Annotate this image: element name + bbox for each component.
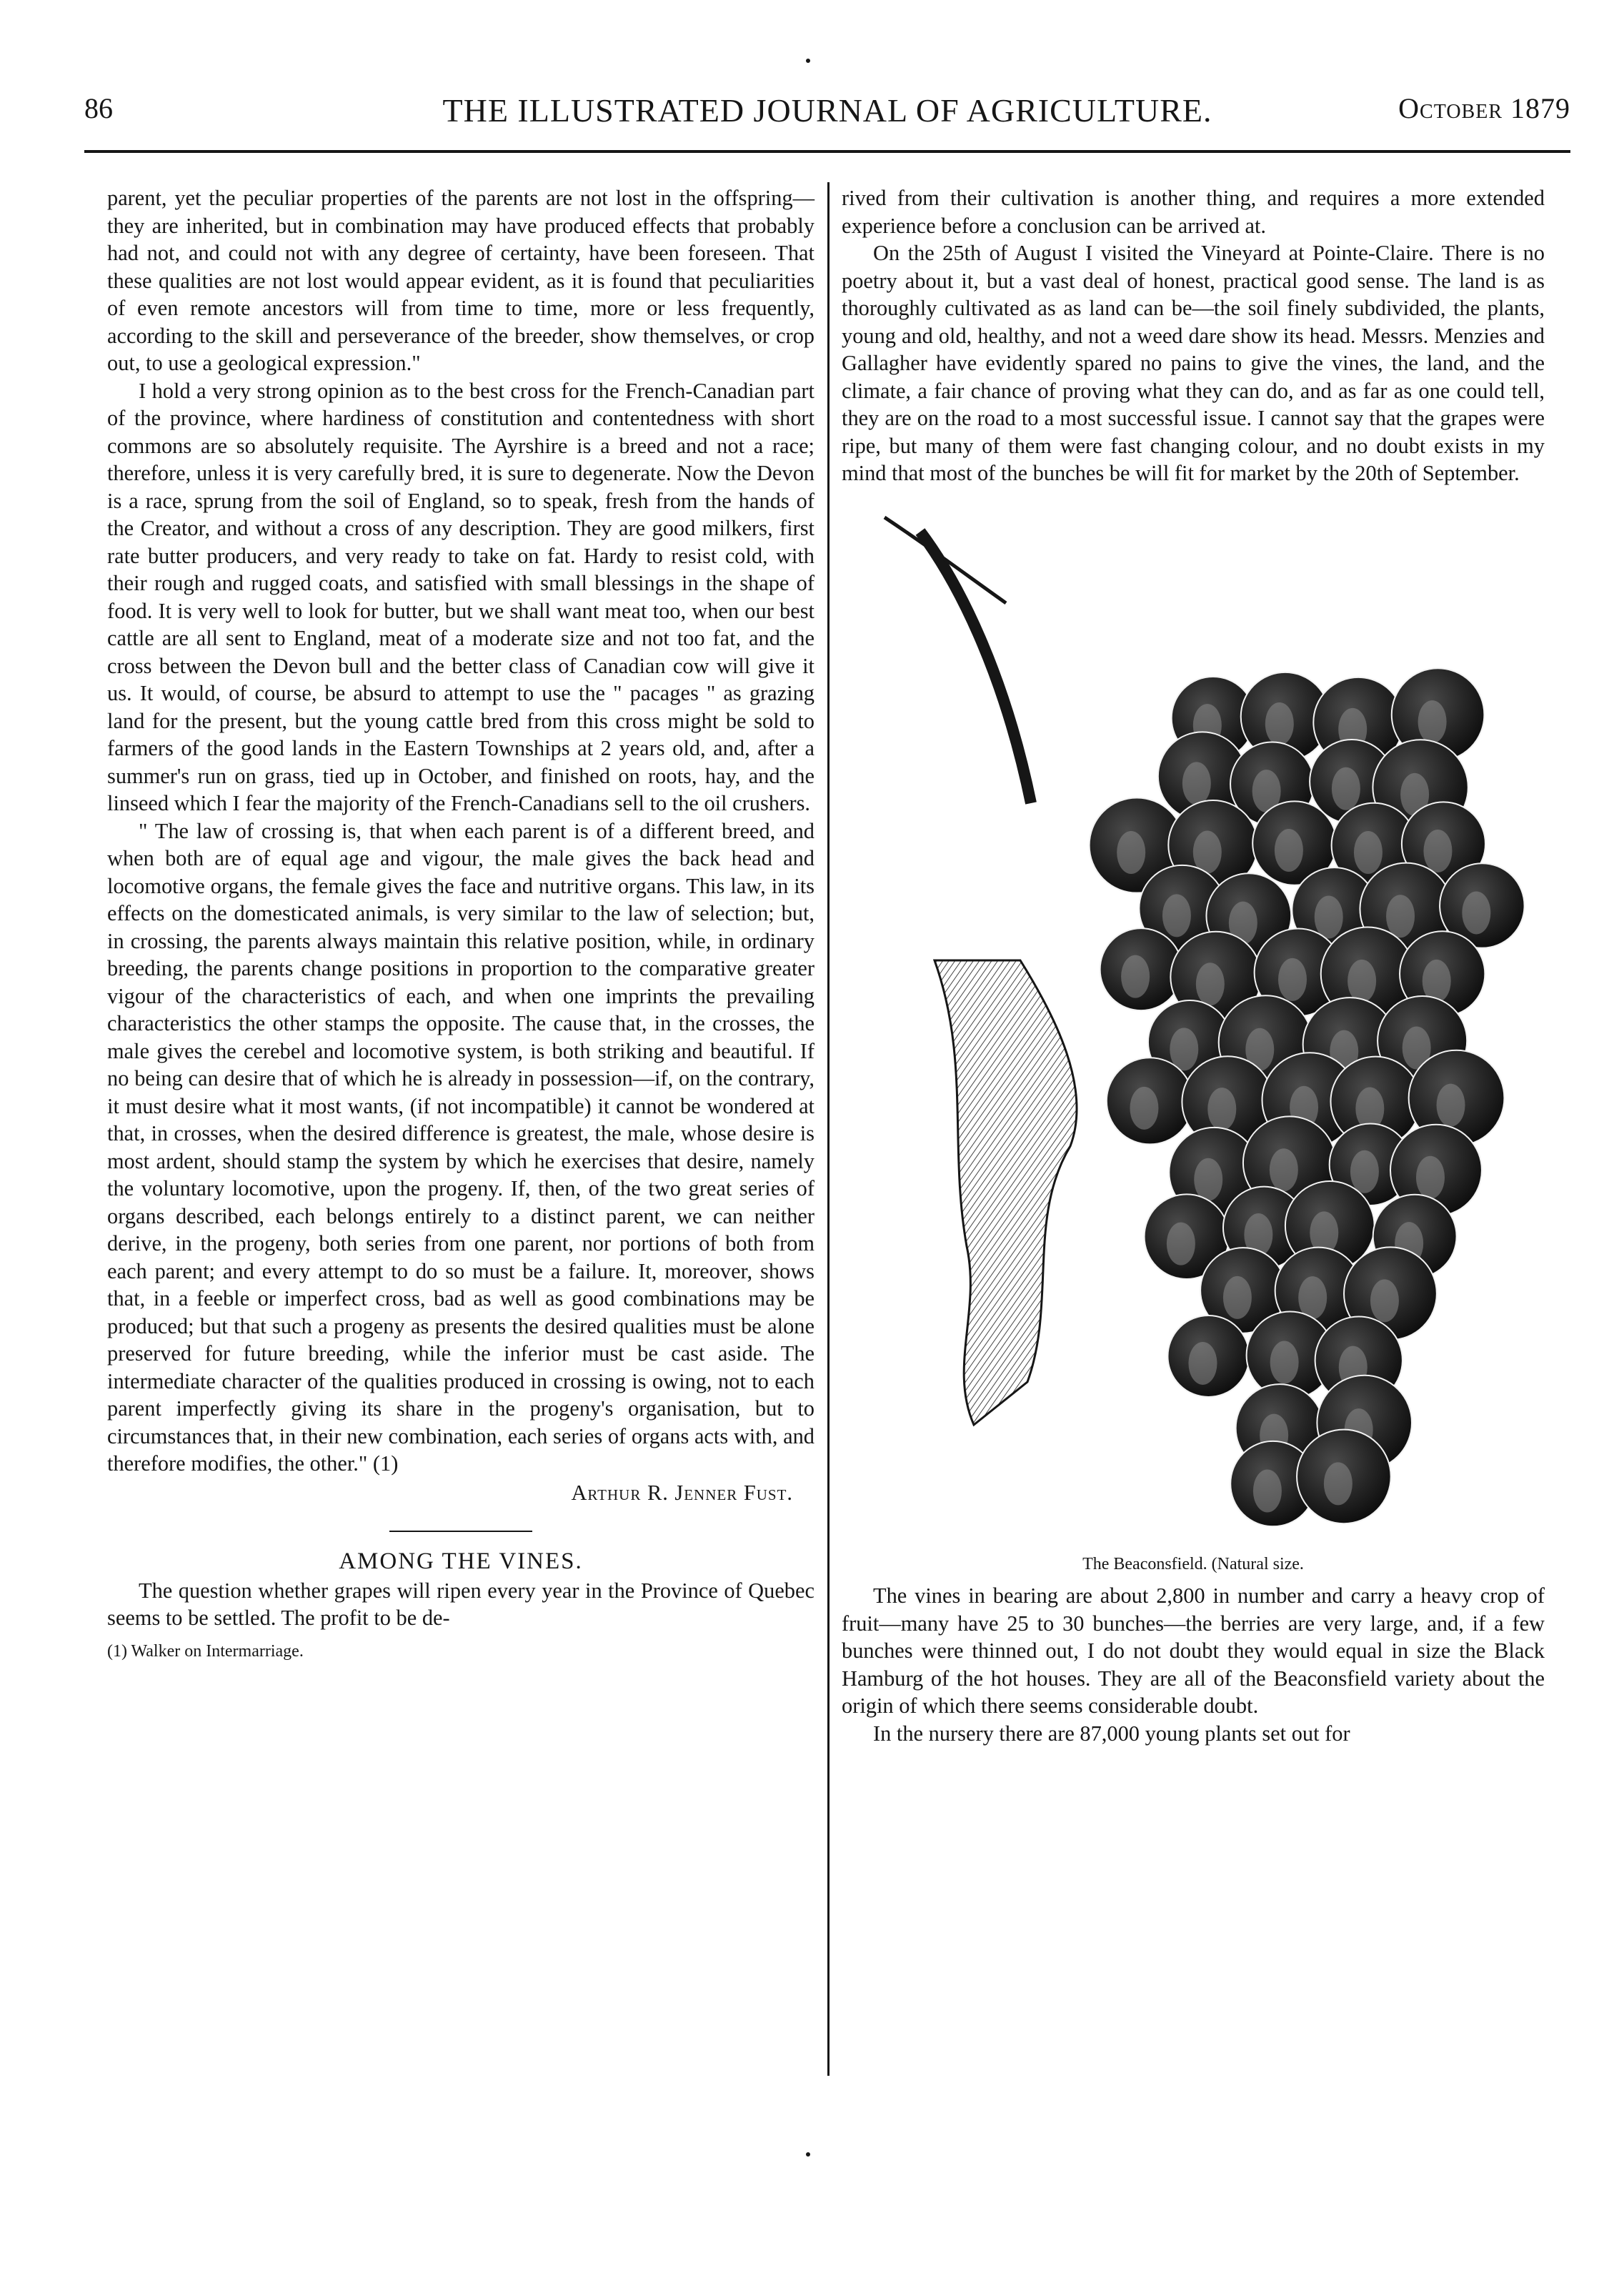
berry-highlight <box>1182 762 1211 805</box>
berry-highlight <box>1278 958 1307 1000</box>
berry-highlight <box>1265 702 1294 745</box>
page-number: 86 <box>84 92 113 124</box>
berry-highlight <box>1354 831 1383 874</box>
journal-title: THE ILLUSTRATED JOURNAL OF AGRICULTURE. <box>442 92 1212 129</box>
paragraph: The vines in bearing are about 2,800 in number and carry a heavy crop of fruit—many have 25 to 30 bunches—the berries are very large, and, if a few bunches were thinned out, I do not doubt they would equal in size the Black Hamburg of the hot houses. They are all of the Beaconsfield variety about the origin of which there seems considerable doubt. <box>842 1583 1545 1718</box>
berry-highlight <box>1347 959 1376 1002</box>
berry-highlight <box>1437 1083 1465 1126</box>
berry-highlight <box>1162 894 1191 937</box>
paragraph: parent, yet the peculiar properties of the parents are not lost in the offspring—they are inherited, but in combination may have produced effects that probably had not, and could not with any degree of certainty, have been foreseen. That these qualities are not lost would appear evident, as it is found that peculiarities of even remote ancestors will from time to time, more or less frequently, according to the skill and perseverance of the breeder, show themselves, or crop out, to use a geological expression." <box>107 186 815 375</box>
berry-highlight <box>1275 829 1303 872</box>
header-rule <box>84 150 1570 153</box>
paragraph: " The law of crossing is, that when each parent is of a different breed, and when both are of equal age and vigour, the male gives the back head and locomotive organs, the female gives the face and nutritive organs. This law, in its effects on the domesticated animals, is very similar to the law of selection; but, in crossing, the parents always maintain this relative position, while, in ordinary breeding, the parents change positions in proportion to the comparative greater vigour of the characteristics of each, and when one imprints the prevailing characteristics the other stamps the opposite. The cause that, in the crosses, the male gives the cerebel and locomotive system, is both striking and beautiful. If no being can desire that of which he is already in possession—if, on the contrary, it must desire what it most wants, (if not incompatible) it cannot be wondered at that, in crosses, when the desired difference is greatest, the male, whose desire is most ardent, should stamp the system by which he exercises that desire, namely the voluntary locomotive, upon the progeny. If, then, of the two great series of organs described, each belongs entirely to a distinct parent, we can neither derive, in the progeny, both series from one parent, nor portions of both from each parent; and every attempt to do so must be a failure. It, moreover, shows that, in a feeble or imperfect cross, bad as well as good combinations may be produced; but that such a progeny as presents the desired qualities must be alone preserved for future breeding, while the inferior must be cast aside. The intermediate character of the qualities produced in crossing is owing, not to each parent imperfectly giving its share in the progeny's organisation, but to circumstances that, in their new combination, each series of organs acts with, and therefore modifies, the other." (1) <box>107 818 815 1476</box>
column-rule <box>827 182 830 2076</box>
footnote: (1) Walker on Intermarriage. <box>107 1641 304 1661</box>
berry-highlight <box>1207 1088 1236 1130</box>
berry-highlight <box>1121 955 1150 998</box>
berry-highlight <box>1332 767 1360 810</box>
right-column <box>842 184 1545 1747</box>
grape-illustration <box>842 503 1545 1546</box>
berry-highlight <box>1416 1155 1445 1198</box>
berry-highlight <box>1324 1462 1352 1505</box>
paragraph: rived from their cultivation is another thing, and requires a more extended experience before a conclusion can be arrived at. <box>842 186 1545 238</box>
paragraph: I hold a very strong opinion as to the best cross for the French-Canadian part of the province, where hardiness of constitution and contentedness with short commons are so absolutely requisite. The Ayrshire is a breed and not a race; therefore, unless it is very carefully bred, it is sure to degenerate. Now the Devon is a race, sprung from the soil of England, so to speak, fresh from the hands of the Creator, and without a cross of any description. They are good milkers, first rate butter producers, and very ready to take on fat. Hardy to resist cold, with their rough and rugged coats, and satisfied with small blessings in the shape of food. It is very well to look for butter, but we shall want meat too, when our best cattle are all sent to England, meat of a moderate size and not too fat, and the cross between the Devon bull and the better class of Canadian cow will give it us. It would, of course, be absurd to attempt to use the " pacages " as grazing land for the present, but the young cattle bred from this cross might be sold to farmers of the good lands in the Eastern Townships at 2 years old, and, after a summer's run on grass, tied up in October, and finished on roots, hay, and the linseed which I fear the majority of the French-Canadians sell to the oil crushers. <box>107 378 815 815</box>
berry-highlight <box>1370 1279 1399 1322</box>
top-mark <box>806 59 810 63</box>
vine-tendril <box>885 517 1006 603</box>
berry-highlight <box>1462 891 1490 934</box>
left-column <box>107 184 815 1665</box>
berry-highlight <box>1194 1158 1222 1200</box>
paragraph: On the 25th of August I visited the Vineyard at Pointe-Claire. There is no poetry about it, but a vast deal of honest, practical good sense. The land is as thoroughly cultivated as as land can be—the soil finely subdivided, the plants, young and old, healthy, and not a weed dare show its head. Messrs. Menzies and Gallagher have evidently spared no pains to give the vines, the land, and the climate, a fair chance of proving what they can do, and as far as one could tell, they are on the road to a most successful issue. I cannot say that the grapes were ripe, but many of them were fast changing colour, and no doubt exists in my mind that most of the bunches be will fit for market by the 20th of September. <box>842 241 1545 485</box>
berry-highlight <box>1167 1222 1195 1265</box>
berry-highlight <box>1270 1148 1298 1191</box>
grape-bunch-illustration <box>842 503 1545 1546</box>
berry-highlight <box>1350 1150 1379 1193</box>
issue-date: October 1879 <box>1398 92 1570 124</box>
berry-highlight <box>1270 1341 1299 1383</box>
figure-caption: The Beaconsfield. (Natural size. <box>1082 1554 1304 1573</box>
berry-highlight <box>1196 963 1225 1005</box>
grape-berries <box>1090 668 1525 1526</box>
berry-highlight <box>1188 1341 1217 1384</box>
berry-highlight <box>1117 830 1145 873</box>
berry-highlight <box>1223 1275 1252 1318</box>
paragraph: The question whether grapes will ripen every year in the Province of Quebec seems to be settled. The profit to be de- <box>107 1578 815 1630</box>
grape-leaf <box>935 960 1077 1425</box>
author-signature: Arthur R. Jenner Fust. <box>571 1480 793 1505</box>
vine-stem <box>920 532 1031 803</box>
berry-highlight <box>1253 1469 1282 1512</box>
berry-highlight <box>1315 895 1343 938</box>
section-heading: AMONG THE VINES. <box>339 1548 583 1574</box>
paragraph: In the nursery there are 87,000 young plants set out for <box>873 1721 1350 1746</box>
berry-highlight <box>1418 700 1447 743</box>
running-header <box>84 91 1570 134</box>
berry-highlight <box>1130 1086 1158 1129</box>
berry-highlight <box>1386 895 1415 937</box>
bottom-mark <box>806 2152 810 2157</box>
section-separator <box>389 1531 532 1532</box>
berry-highlight <box>1423 829 1452 872</box>
